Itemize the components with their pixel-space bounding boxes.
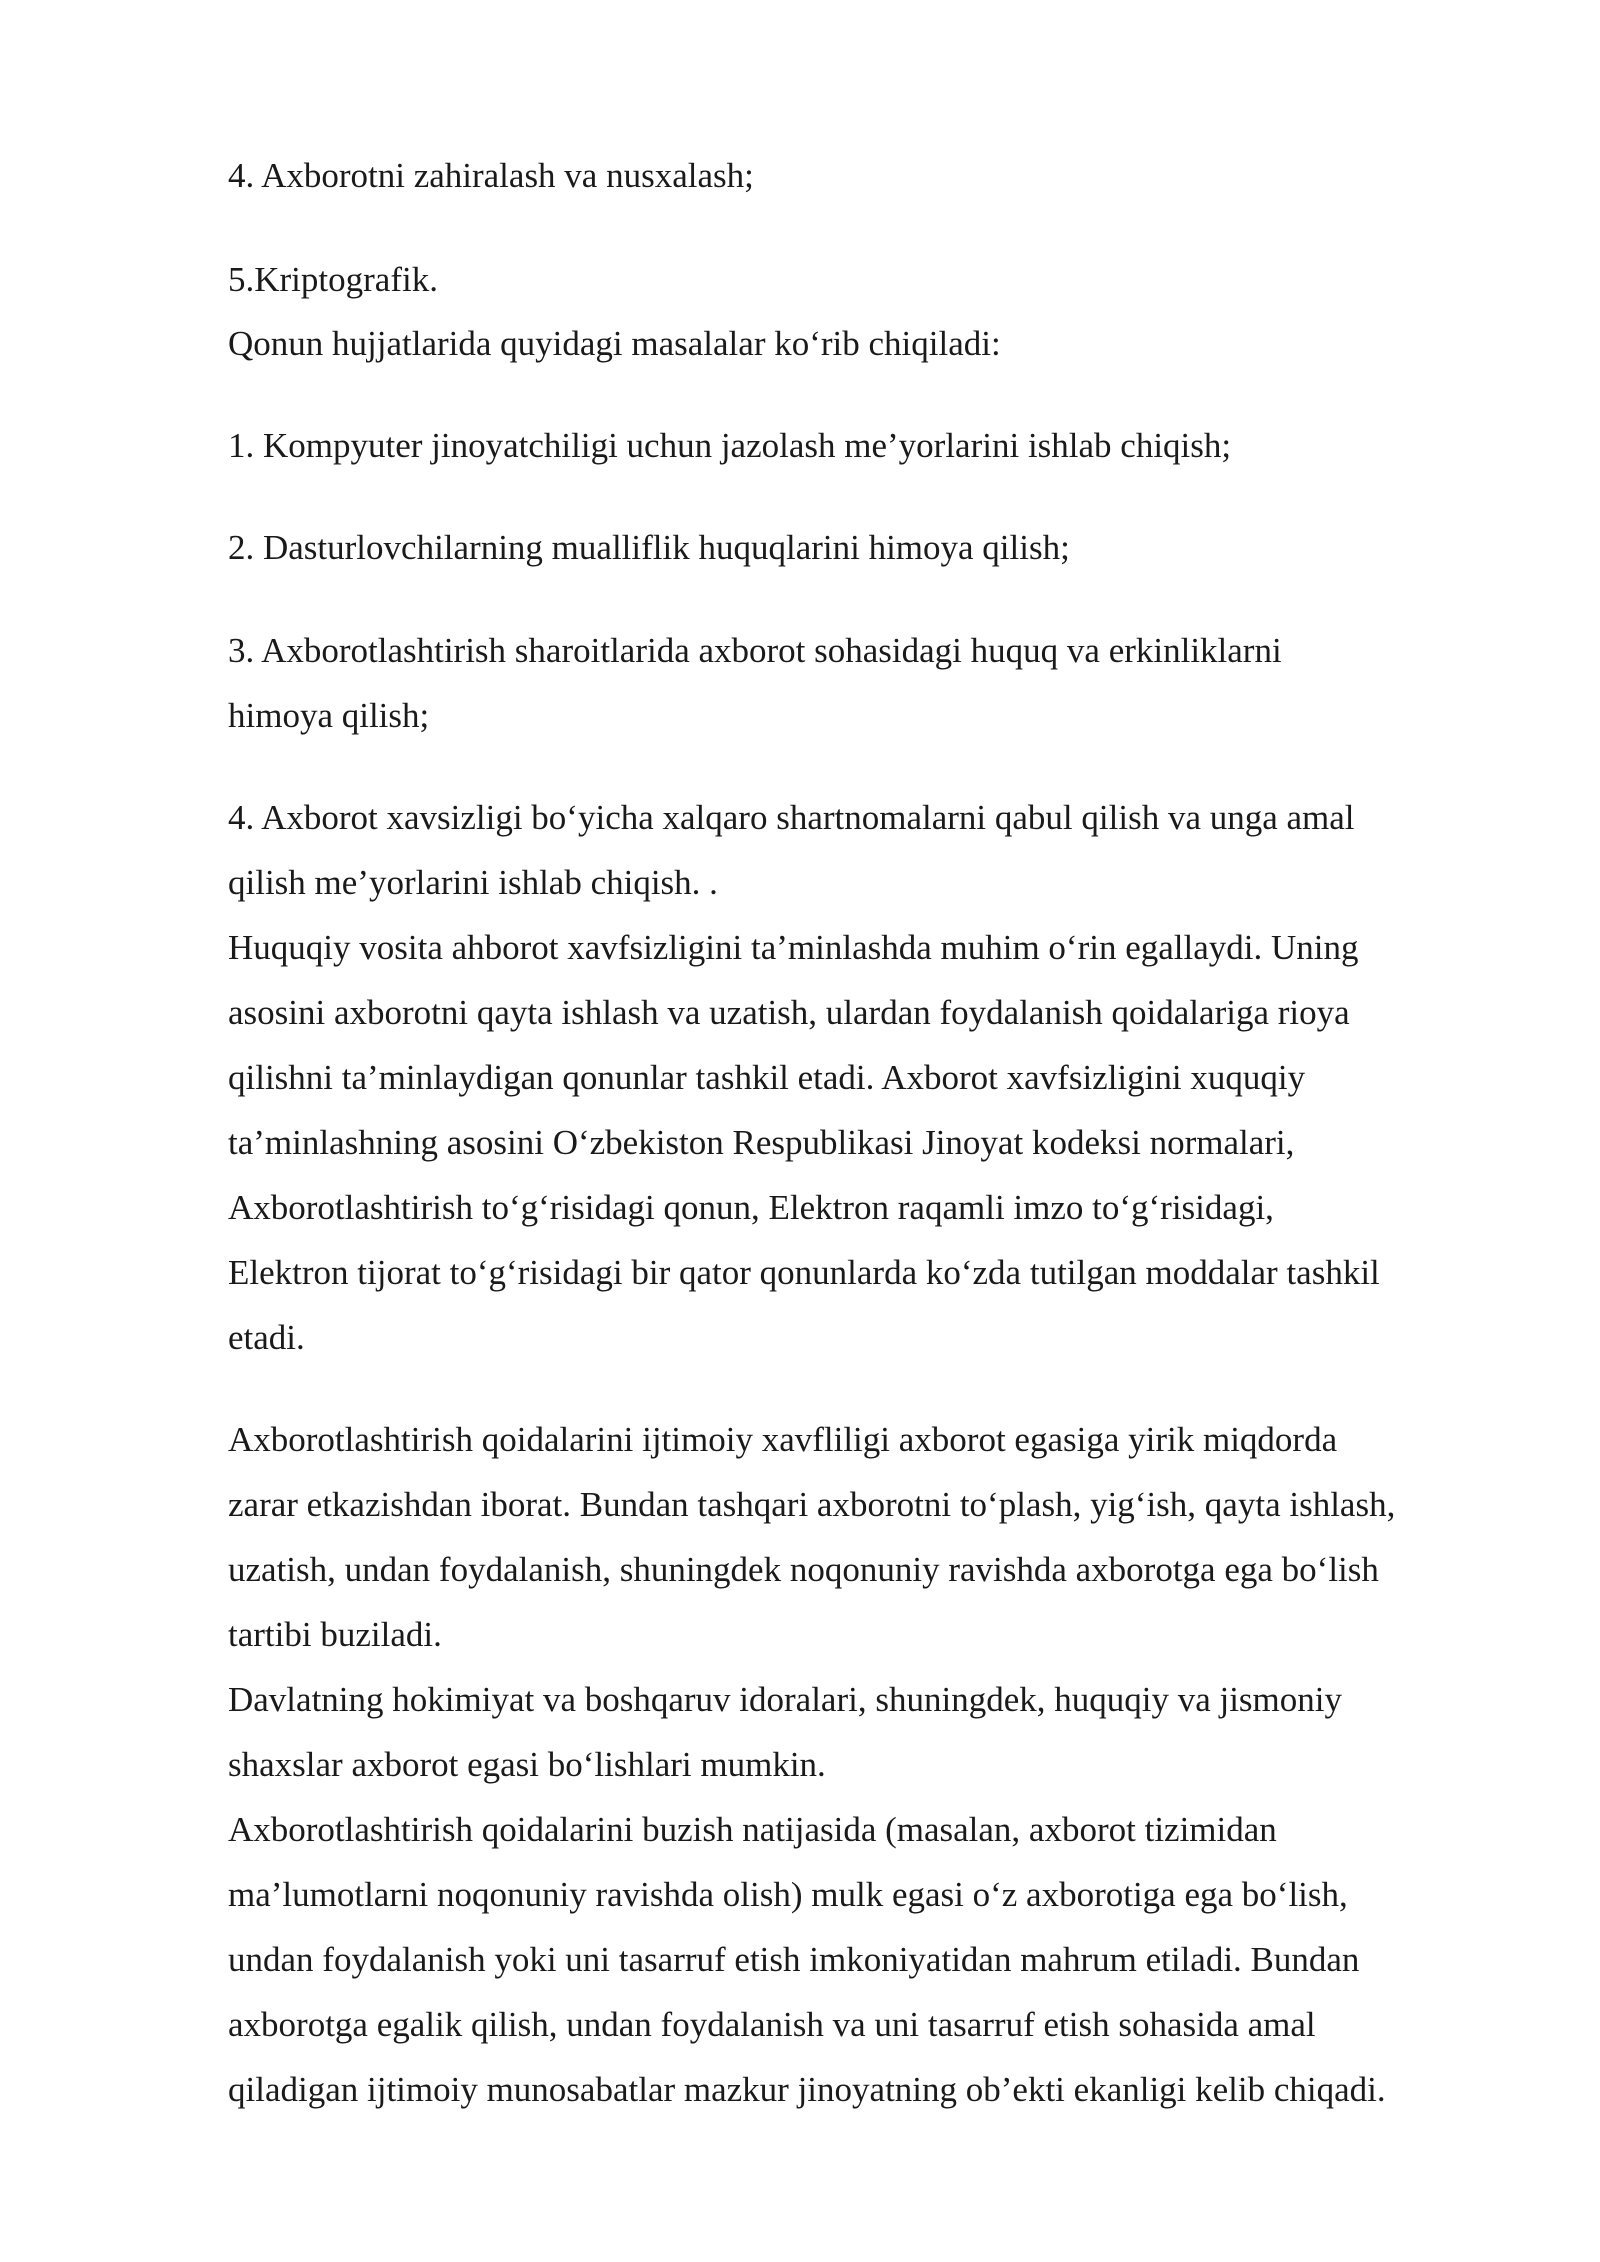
- text-line: shaxslar axborot egasi bo‘lishlari mumkin.: [228, 1745, 826, 1784]
- text-line: tartibi buziladi.: [228, 1615, 442, 1654]
- text-line: 3. Axborotlashtirish sharoitlarida axborot sohasidagi huquq va erkinliklarni: [228, 631, 1282, 670]
- text-line: qiladigan ijtimoiy munosabatlar mazkur jinoyatning ob’ekti ekanligi kelib chiqadi.: [228, 2070, 1386, 2109]
- text-line: 2. Dasturlovchilarning mualliflik huquqlarini himoya qilish;: [228, 528, 1070, 567]
- text-line: asosini axborotni qayta ishlash va uzatish, ulardan foydalanish qoidalariga rioya: [228, 993, 1350, 1032]
- text-line: Qonun hujjatlarida quyidagi masalalar ko‘rib chiqiladi:: [228, 324, 1001, 363]
- text-line: ma’lumotlarni noqonuniy ravishda olish) mulk egasi o‘z axborotiga ega bo‘lish,: [228, 1875, 1348, 1914]
- text-line: himoya qilish;: [228, 696, 430, 735]
- text-line: etadi.: [228, 1318, 305, 1357]
- text-line: zarar etkazishdan iborat. Bundan tashqari axborotni to‘plash, yig‘ish, qayta ishlash,: [228, 1485, 1396, 1524]
- text-line: Huquqiy vosita ahborot xavfsizligini ta’minlashda muhim o‘rin egallaydi. Uning: [228, 928, 1359, 967]
- text-line: 5.Kriptografik.: [228, 260, 438, 299]
- text-line: Davlatning hokimiyat va boshqaruv idoralari, shuningdek, huquqiy va jismoniy: [228, 1680, 1343, 1719]
- text-line: 1. Kompyuter jinoyatchiligi uchun jazolash me’yorlarini ishlab chiqish;: [228, 426, 1232, 465]
- text-line: Axborotlashtirish to‘g‘risidagi qonun, Elektron raqamli imzo to‘g‘risidagi,: [228, 1188, 1274, 1227]
- text-line: uzatish, undan foydalanish, shuningdek noqonuniy ravishda axborotga ega bo‘lish: [228, 1550, 1379, 1589]
- text-line: ta’minlashning asosini O‘zbekiston Respublikasi Jinoyat kodeksi normalari,: [228, 1123, 1295, 1162]
- text-line: qilishni ta’minlaydigan qonunlar tashkil etadi. Axborot xavfsizligini xuquqiy: [228, 1058, 1306, 1097]
- text-line: qilish me’yorlarini ishlab chiqish. .: [228, 863, 718, 902]
- text-line: Axborotlashtirish qoidalarini buzish natijasida (masalan, axborot tizimidan: [228, 1810, 1277, 1849]
- text-line: undan foydalanish yoki uni tasarruf etish imkoniyatidan mahrum etiladi. Bundan: [228, 1940, 1360, 1979]
- text-line: 4. Axborot xavsizligi bo‘yicha xalqaro shartnomalarni qabul qilish va unga amal: [228, 798, 1355, 837]
- text-line: Axborotlashtirish qoidalarini ijtimoiy xavfliligi axborot egasiga yirik miqdorda: [228, 1420, 1338, 1459]
- text-line: Elektron tijorat to‘g‘risidagi bir qator qonunlarda ko‘zda tutilgan moddalar tashkil: [228, 1253, 1380, 1292]
- text-line: 4. Axborotni zahiralash va nusxalash;: [228, 156, 754, 195]
- text-line: axborotga egalik qilish, undan foydalanish va uni tasarruf etish sohasida amal: [228, 2005, 1316, 2044]
